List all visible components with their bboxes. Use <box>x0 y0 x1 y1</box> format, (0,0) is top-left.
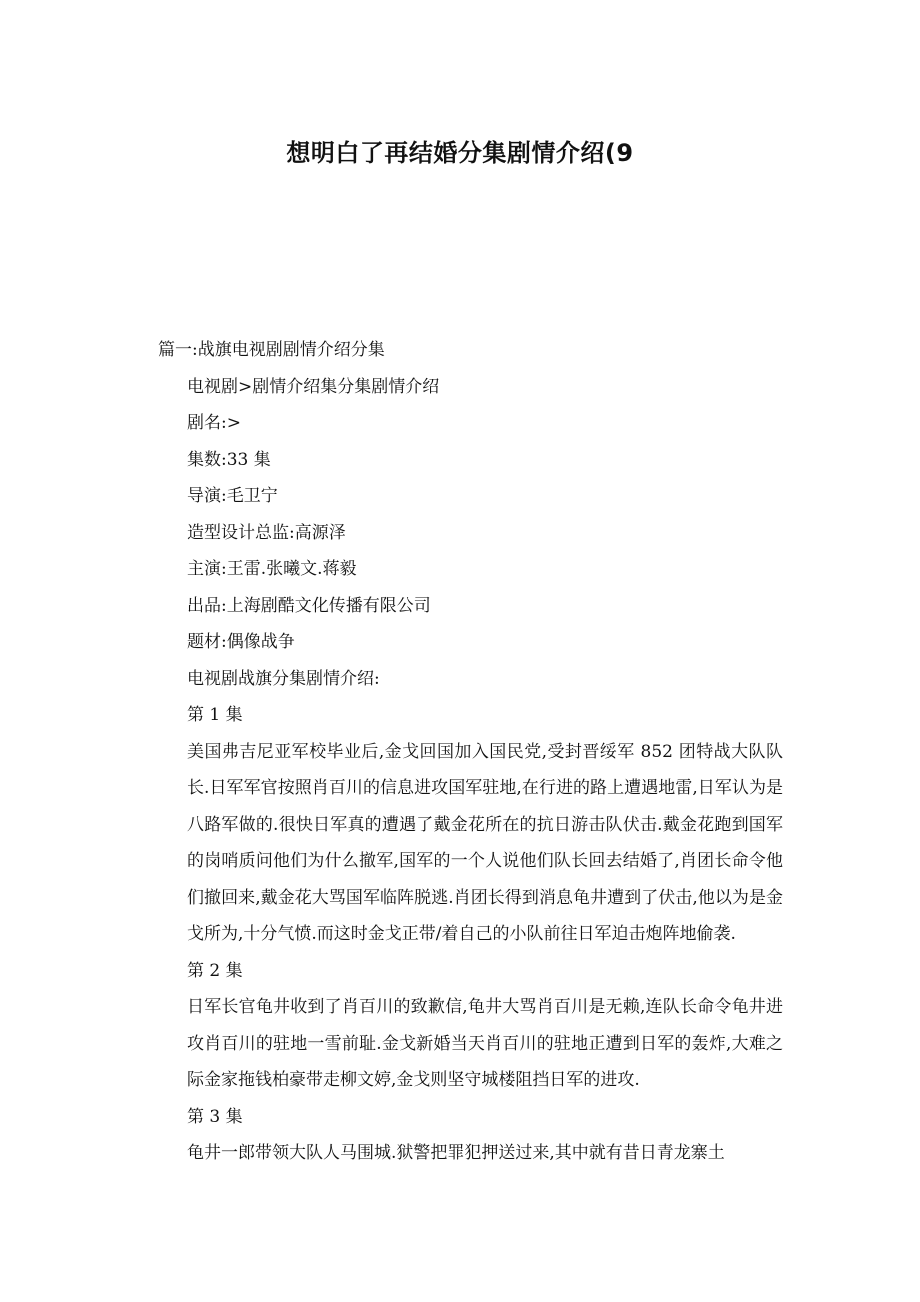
meta-line-styling-director: 造型设计总监:高源泽 <box>187 522 346 543</box>
episode-heading: 第 3 集 <box>187 1106 243 1127</box>
meta-line-drama-name: 剧名:> <box>187 413 241 433</box>
meta-line-producer: 出品:上海剧酷文化传播有限公司 <box>187 595 431 616</box>
episode-paragraph: 龟井一郎带领大队人马围城.狱警把罪犯押送过来,其中就有昔日青龙寨土 <box>187 1143 725 1163</box>
episode-paragraph: 美国弗吉尼亚军校毕业后,金戈回国加入国民党,受封晋绥军 852 团特战大队队长.日军军官按照肖百川的信息进攻国军驻地,在行进的路上遭遇地雷,日军认为是八路军做的.很快日军真的遭遇了戴金花所在的抗日游击队伏击.戴金花跑到国军的岗哨质问他们为什么撤军,国军的一个人说他们队长回去结婚了,肖团长命令他们撤回来,戴金花大骂国军临阵脱逃.肖团长得到消息龟井遭到了伏击,他以为是金戈所为,十分气愤.而这时金戈正带/着自己的小队前往日军迫击炮阵地偷袭. <box>187 741 783 944</box>
meta-line-category: 电视剧>剧情介绍集分集剧情介绍 <box>187 376 440 397</box>
section-heading: 篇一:战旗电视剧剧情介绍分集 <box>158 340 385 360</box>
document-body <box>158 332 783 1172</box>
meta-line-synopsis-heading: 电视剧战旗分集剧情介绍: <box>187 668 380 689</box>
episode-heading: 第 1 集 <box>187 705 243 725</box>
document-title: 想明白了再结婚分集剧情介绍(9 <box>286 139 634 167</box>
episode-paragraph: 日军长官龟井收到了肖百川的致歉信,龟井大骂肖百川是无赖,连队长命令龟井进攻肖百川的驻地一雪前耻.金戈新婚当天肖百川的驻地正遭到日军的轰炸,大难之际金家拖钱柏豪带走柳文婷,金戈则坚守城楼阻挡日军的进攻. <box>187 997 783 1090</box>
meta-line-cast: 主演:王雷.张曦文.蒋毅 <box>187 559 357 579</box>
meta-line-director: 导演:毛卫宁 <box>187 486 278 506</box>
meta-line-episode-count: 集数:33 集 <box>187 449 271 470</box>
episode-heading: 第 2 集 <box>187 960 243 981</box>
meta-line-genre: 题材:偶像战争 <box>187 632 295 652</box>
